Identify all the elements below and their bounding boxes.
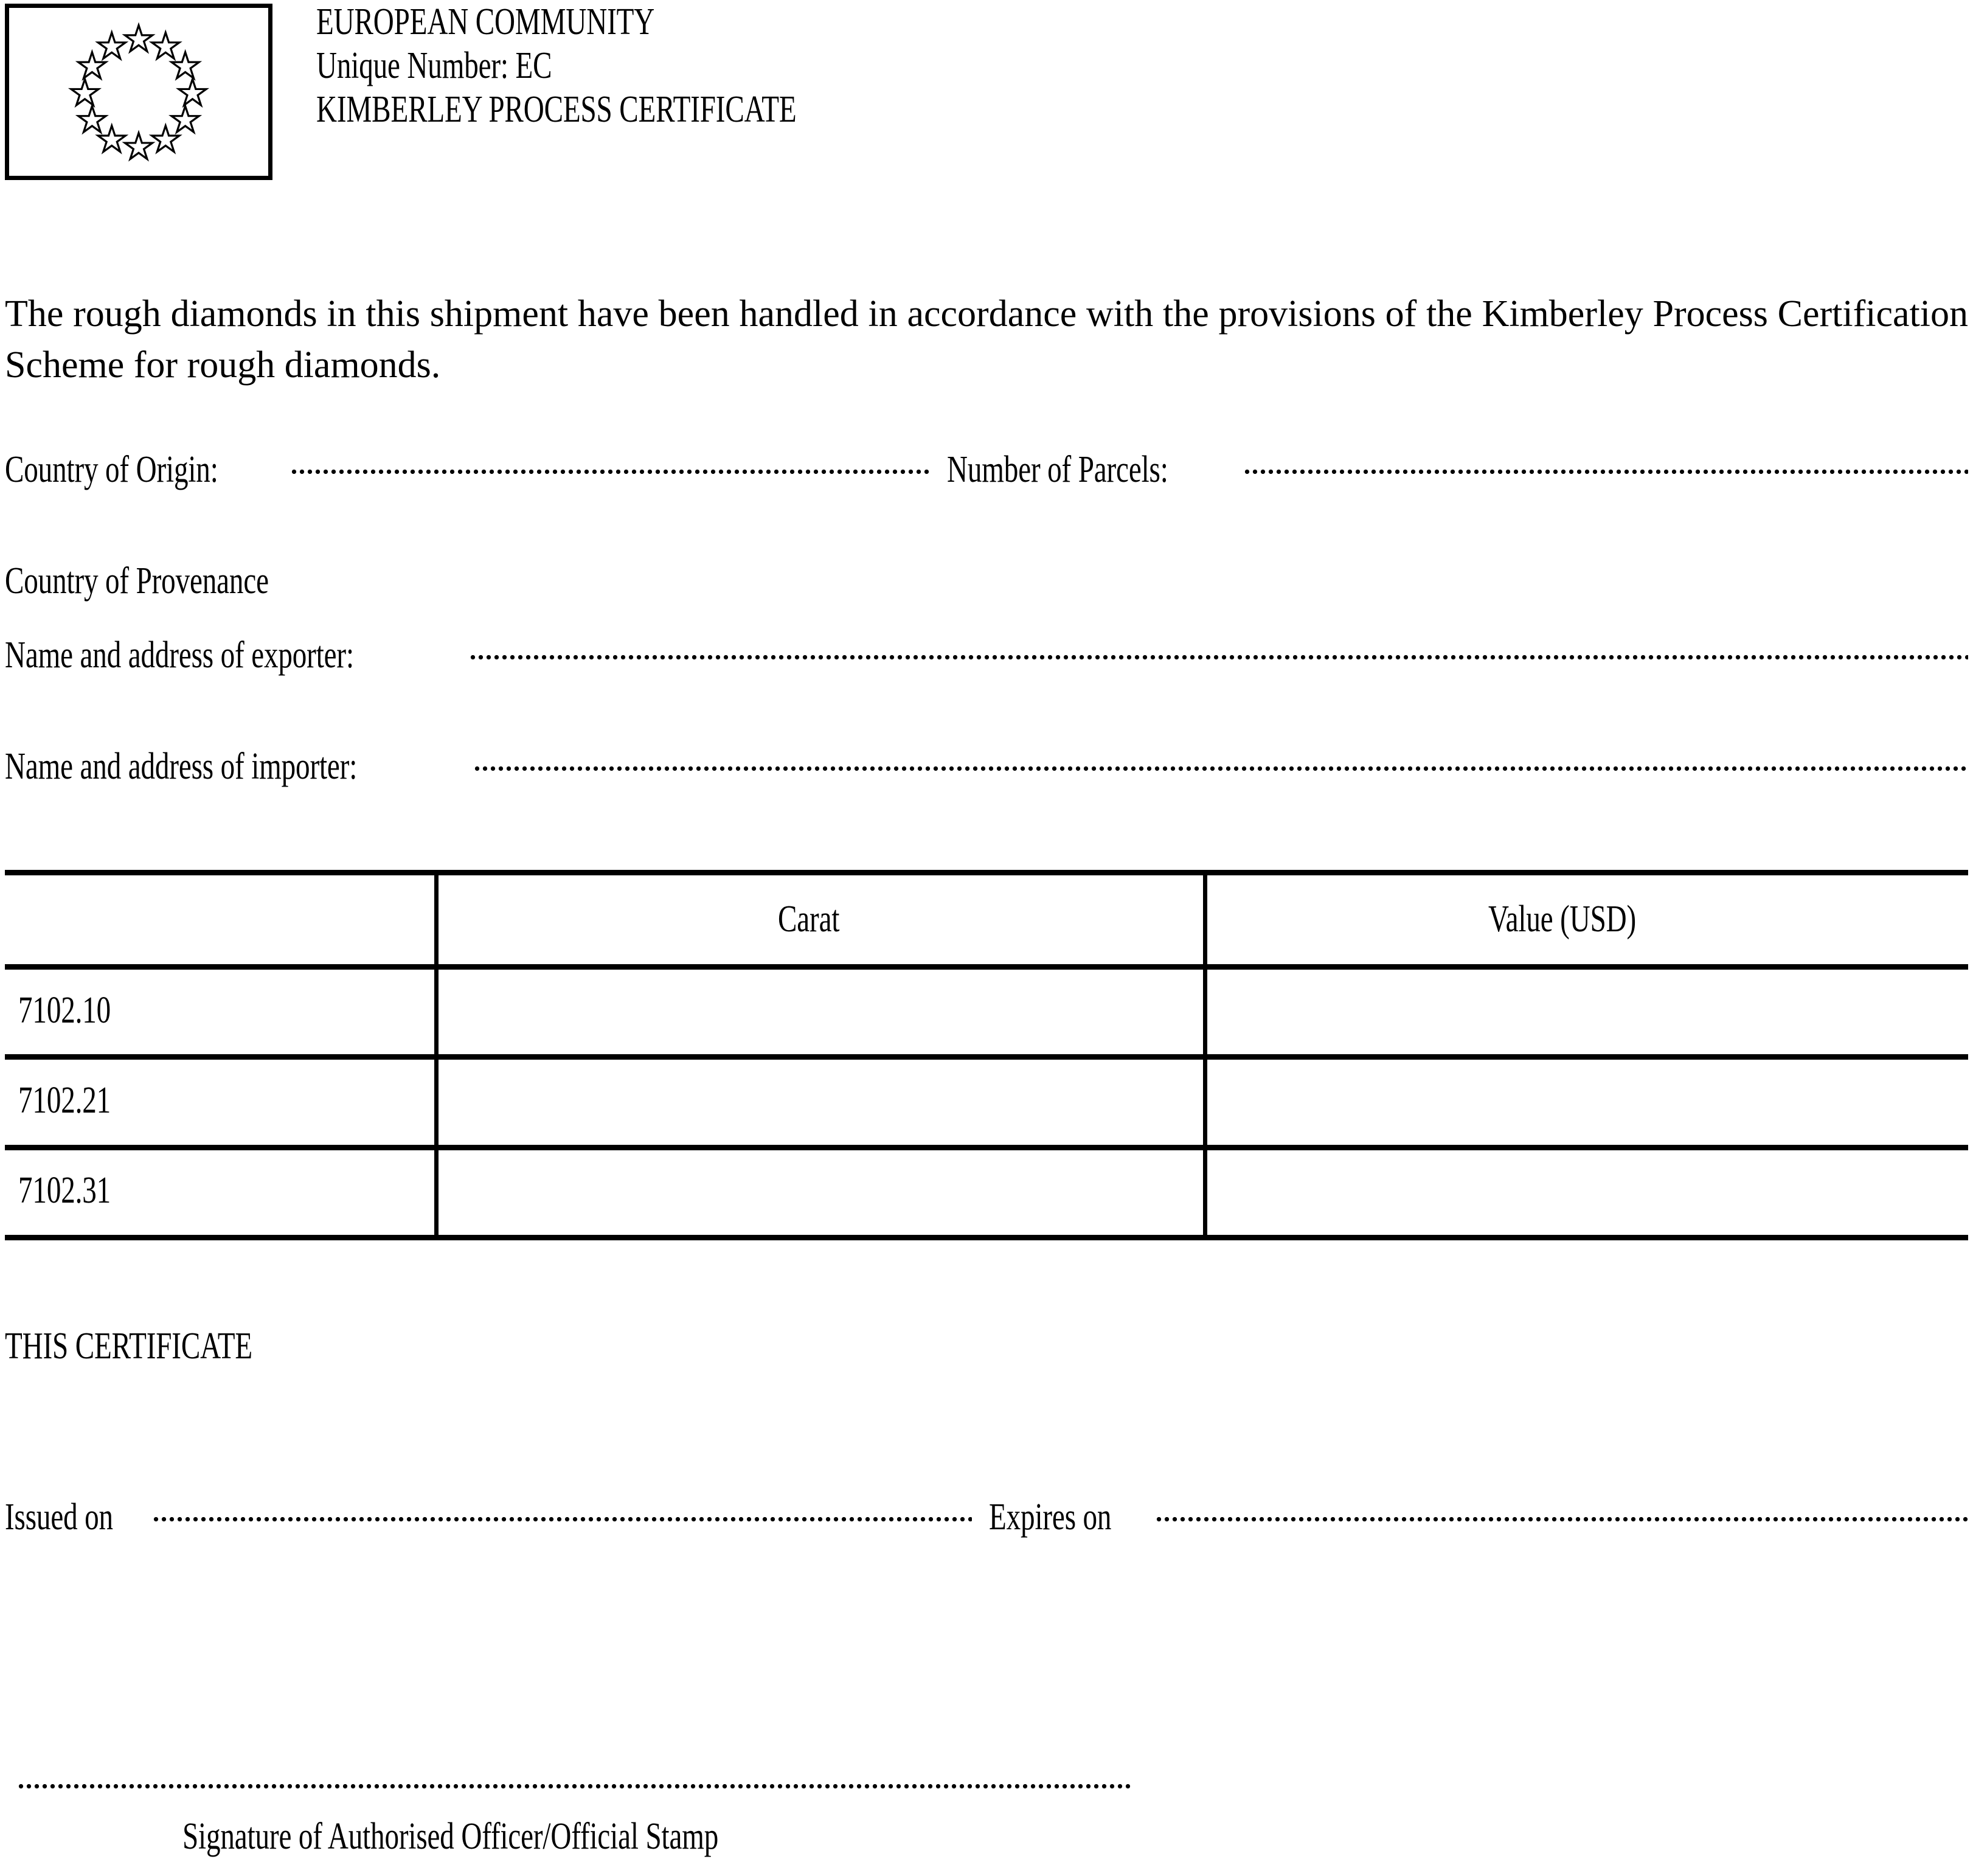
country-of-origin-label: Country of Origin: (5, 449, 218, 490)
signature-caption: Signature of Authorised Officer/Official Stamp (182, 1816, 719, 1857)
table-rule-bottom (5, 1235, 1968, 1240)
issued-on-input[interactable] (153, 1492, 972, 1529)
number-of-parcels-input[interactable] (1244, 444, 1968, 482)
issued-expires-field-row (5, 1492, 1968, 1538)
table-rule-after-header (5, 964, 1968, 970)
signature-block (18, 1781, 1174, 1859)
intro-paragraph (5, 288, 1968, 391)
country-of-provenance-label: Country of Provenance (5, 560, 269, 602)
eu-stars-svg (9, 8, 268, 176)
table-header-value-usd: Value (USD) (1488, 898, 1637, 940)
header-title-kimberley-process-certificate: KIMBERLEY PROCESS CERTIFICATE (316, 89, 797, 130)
header-title-group (316, 0, 1776, 131)
european-union-flag-icon (5, 4, 272, 180)
table-rule-top (5, 870, 1968, 875)
number-of-parcels-label: Number of Parcels: (947, 449, 1169, 490)
table-rule-after-row-1 (5, 1054, 1968, 1060)
expires-on-label: Expires on (989, 1496, 1112, 1538)
intro-paragraph-text: The rough diamonds in this shipment have been handled in accordance with the provisions of the Kimberley Process Certification Scheme for rough diamonds. (5, 293, 1968, 386)
expires-on-input[interactable] (1156, 1492, 1968, 1529)
table-row-code-7102-21: 7102.21 (18, 1080, 111, 1121)
table-cell-value-row-3[interactable] (1224, 1169, 1954, 1212)
table-header-carat: Carat (778, 898, 840, 940)
country-of-origin-input[interactable] (291, 444, 930, 482)
header-unique-number: Unique Number: EC (316, 45, 552, 86)
exporter-input[interactable] (470, 630, 1968, 667)
signature-input[interactable] (18, 1781, 1131, 1791)
this-certificate-heading: THIS CERTIFICATE (5, 1325, 253, 1367)
importer-field-row (5, 741, 1968, 788)
table-rule-after-row-2 (5, 1145, 1968, 1150)
origin-parcels-field-row (5, 444, 1968, 491)
table-cell-carat-row-2[interactable] (455, 1079, 1185, 1122)
exporter-label: Name and address of exporter: (5, 634, 354, 676)
exporter-field-row (5, 630, 1968, 676)
issued-on-label: Issued on (5, 1496, 113, 1538)
table-cell-carat-row-3[interactable] (455, 1169, 1185, 1212)
table-row-code-7102-31: 7102.31 (18, 1170, 111, 1211)
header-title-european-community: EUROPEAN COMMUNITY (316, 1, 655, 43)
importer-input[interactable] (474, 741, 1968, 779)
importer-label: Name and address of importer: (5, 746, 358, 787)
table-cell-value-row-2[interactable] (1224, 1079, 1954, 1122)
table-row-code-7102-10: 7102.10 (18, 990, 111, 1031)
table-cell-carat-row-1[interactable] (455, 989, 1185, 1032)
document-header (0, 0, 1973, 182)
table-cell-value-row-1[interactable] (1224, 989, 1954, 1032)
